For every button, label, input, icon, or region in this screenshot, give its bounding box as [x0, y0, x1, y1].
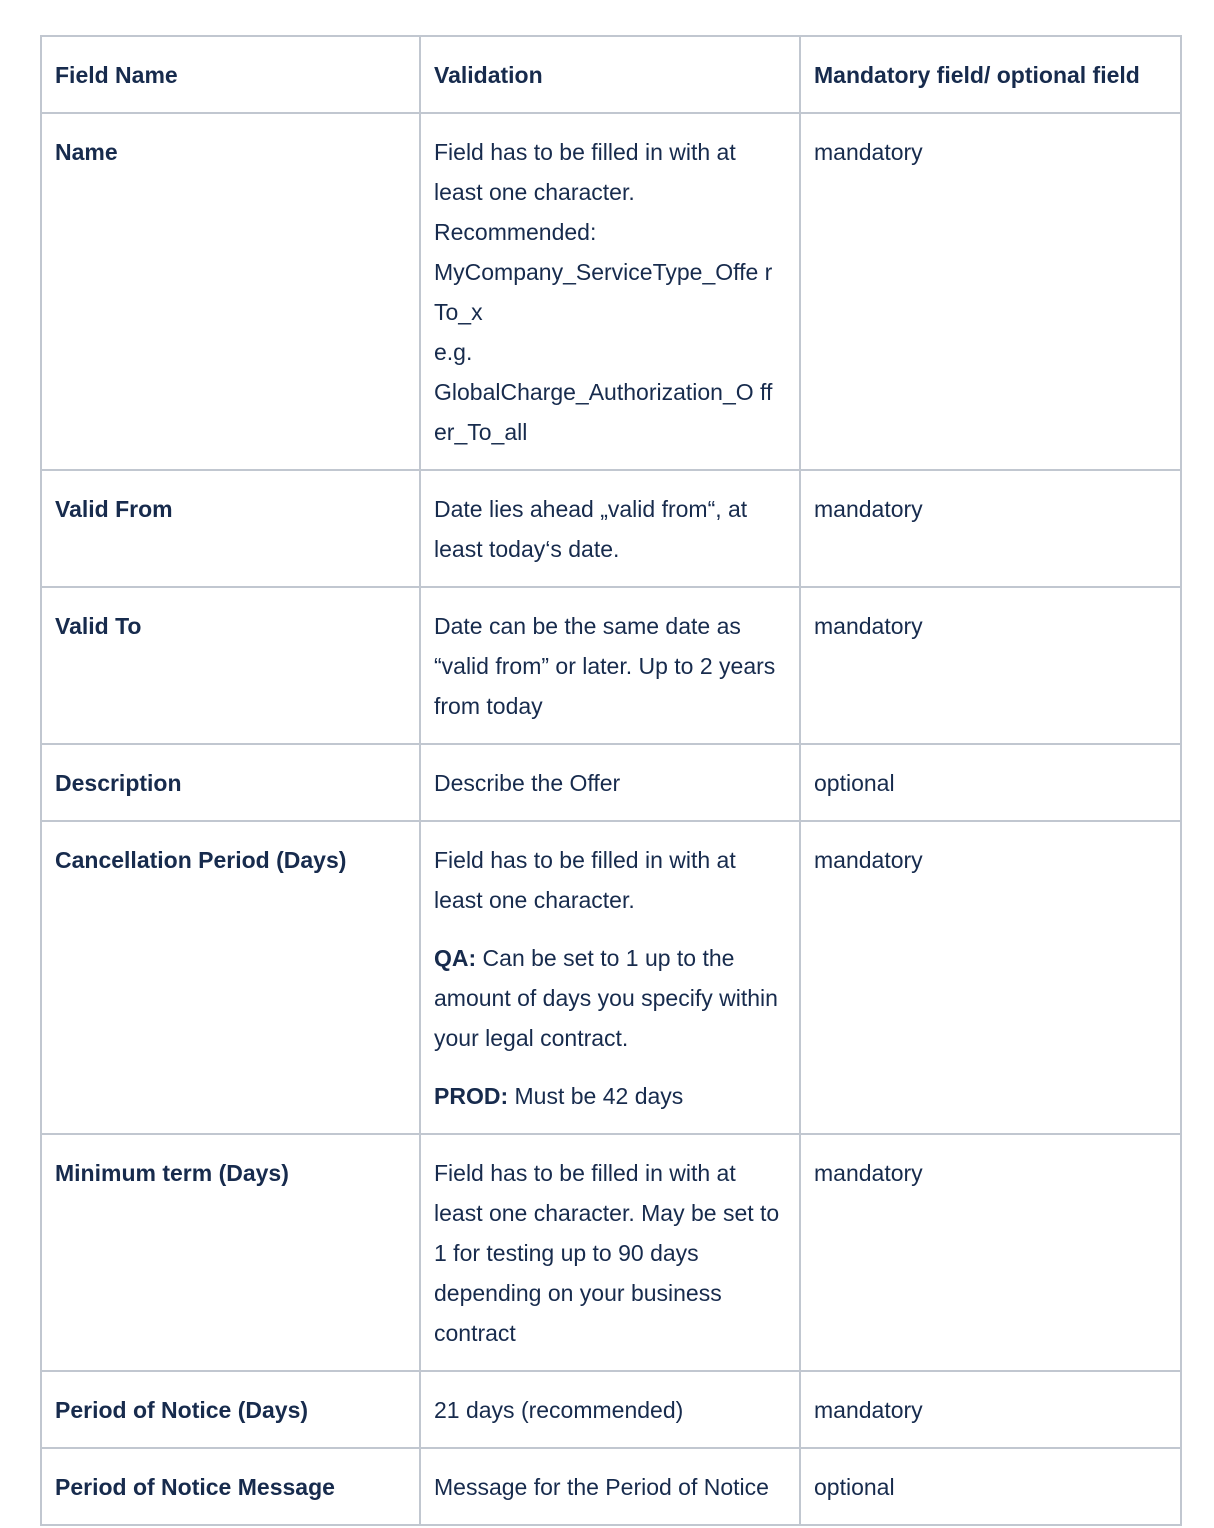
table-row: [41, 113, 1181, 470]
table-row: [41, 1371, 1181, 1448]
field-validation-table: [40, 35, 1182, 1526]
requirement-cell: optional: [800, 744, 1181, 821]
field-name-cell: Cancellation Period (Days): [41, 821, 420, 1134]
prod-text: Must be 42 days: [508, 1083, 684, 1109]
field-name-cell: Minimum term (Days): [41, 1134, 420, 1371]
table-row: [41, 587, 1181, 744]
requirement-cell: mandatory: [800, 1371, 1181, 1448]
validation-cell: Date lies ahead „valid from“, at least today‘s date.: [420, 470, 800, 587]
table-header-row: [41, 36, 1181, 113]
header-validation: Validation: [420, 36, 800, 113]
validation-line: Recommended:: [434, 219, 597, 245]
table-row: [41, 744, 1181, 821]
table-row: [41, 1134, 1181, 1371]
field-name-cell: Description: [41, 744, 420, 821]
requirement-cell: mandatory: [800, 470, 1181, 587]
qa-label: QA:: [434, 945, 477, 971]
validation-cell: [420, 113, 800, 470]
validation-intro: Field has to be filled in with at least one character.: [434, 847, 736, 913]
field-name-cell: Name: [41, 113, 420, 470]
qa-note: [434, 938, 787, 1058]
prod-note: [434, 1076, 787, 1116]
qa-text: Can be set to 1 up to the amount of days you specify within your legal contract.: [434, 945, 778, 1051]
validation-cell: [420, 821, 800, 1134]
field-name-cell: Valid To: [41, 587, 420, 744]
table-row: [41, 821, 1181, 1134]
header-field-name: Field Name: [41, 36, 420, 113]
field-name-cell: Period of Notice Message: [41, 1448, 420, 1525]
validation-line: Field has to be filled in with at least one character.: [434, 139, 736, 205]
validation-line: GlobalCharge_Authorization_O ff er_To_all: [434, 379, 773, 445]
validation-cell: Field has to be filled in with at least one character. May be set to 1 for testing up to 90 days depending on your business contract: [420, 1134, 800, 1371]
field-name-cell: Period of Notice (Days): [41, 1371, 420, 1448]
requirement-cell: mandatory: [800, 821, 1181, 1134]
validation-cell: 21 days (recommended): [420, 1371, 800, 1448]
requirement-cell: mandatory: [800, 1134, 1181, 1371]
validation-cell: Describe the Offer: [420, 744, 800, 821]
table-row: [41, 470, 1181, 587]
header-requirement: Mandatory field/ optional field: [800, 36, 1181, 113]
table-row: [41, 1448, 1181, 1525]
validation-line: e.g.: [434, 339, 473, 365]
requirement-cell: mandatory: [800, 587, 1181, 744]
requirement-cell: optional: [800, 1448, 1181, 1525]
validation-cell: Message for the Period of Notice: [420, 1448, 800, 1525]
validation-cell: Date can be the same date as “valid from” or later. Up to 2 years from today: [420, 587, 800, 744]
validation-line: MyCompany_ServiceType_Offe r To_x: [434, 259, 773, 325]
prod-label: PROD:: [434, 1083, 509, 1109]
field-name-cell: Valid From: [41, 470, 420, 587]
requirement-cell: mandatory: [800, 113, 1181, 470]
